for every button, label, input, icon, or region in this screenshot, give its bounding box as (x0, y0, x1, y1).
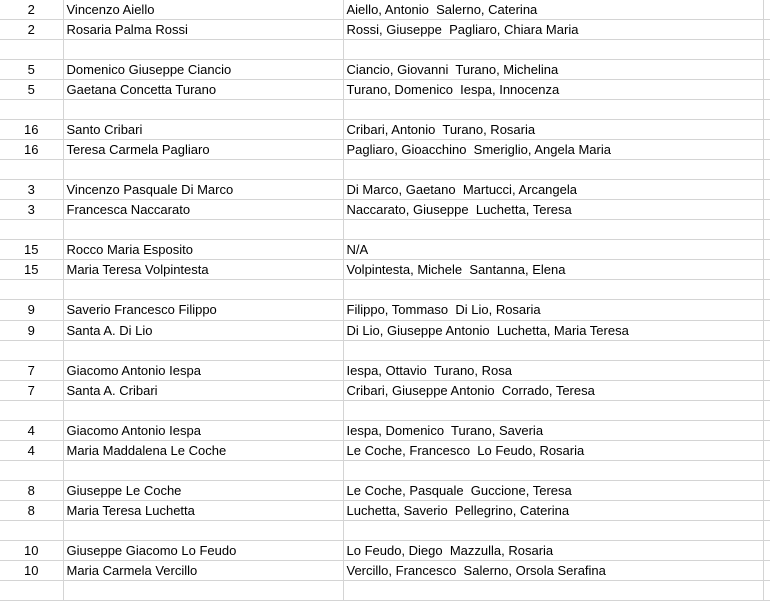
cell-parents[interactable]: Rossi, Giuseppe Pagliaro, Chiara Maria (343, 20, 763, 40)
table-row (0, 160, 770, 180)
cell-id[interactable]: 10 (0, 540, 63, 560)
cell-name[interactable]: Santa A. Cribari (63, 380, 343, 400)
cell-parents[interactable]: Di Marco, Gaetano Martucci, Arcangela (343, 180, 763, 200)
cell-empty[interactable] (763, 280, 770, 300)
cell-empty[interactable] (763, 520, 770, 540)
cell-id[interactable]: 5 (0, 80, 63, 100)
cell-id[interactable]: 2 (0, 0, 63, 20)
cell-parents[interactable]: Pagliaro, Gioacchino Smeriglio, Angela Maria (343, 140, 763, 160)
table-row (0, 220, 770, 240)
cell-id[interactable]: 16 (0, 140, 63, 160)
cell-parents[interactable]: Aiello, Antonio Salerno, Caterina (343, 0, 763, 20)
cell-empty[interactable] (763, 420, 770, 440)
cell-empty[interactable] (763, 580, 770, 600)
cell-empty[interactable] (763, 40, 770, 60)
table-row (0, 200, 770, 220)
cell-id[interactable] (0, 100, 63, 120)
cell-parents[interactable] (343, 220, 763, 240)
cell-empty[interactable] (763, 460, 770, 480)
cell-parents[interactable]: Ciancio, Giovanni Turano, Michelina (343, 60, 763, 80)
table-row (0, 140, 770, 160)
cell-id[interactable]: 8 (0, 480, 63, 500)
cell-empty[interactable] (763, 180, 770, 200)
cell-name[interactable]: Saverio Francesco Filippo (63, 300, 343, 320)
cell-name[interactable] (63, 100, 343, 120)
cell-id[interactable]: 4 (0, 420, 63, 440)
table-row (0, 300, 770, 320)
cell-parents[interactable]: Filippo, Tommaso Di Lio, Rosaria (343, 300, 763, 320)
cell-parents[interactable]: N/A (343, 240, 763, 260)
cell-id[interactable]: 15 (0, 260, 63, 280)
cell-parents[interactable] (343, 40, 763, 60)
table-row (0, 520, 770, 540)
cell-name[interactable]: Rocco Maria Esposito (63, 240, 343, 260)
cell-id[interactable] (0, 220, 63, 240)
table-row (0, 60, 770, 80)
cell-empty[interactable] (763, 140, 770, 160)
cell-empty[interactable] (763, 220, 770, 240)
cell-parents[interactable]: Le Coche, Francesco Lo Feudo, Rosaria (343, 440, 763, 460)
cell-name[interactable] (63, 220, 343, 240)
cell-name[interactable]: Santa A. Di Lio (63, 320, 343, 340)
cell-id[interactable] (0, 400, 63, 420)
cell-id[interactable] (0, 520, 63, 540)
cell-id[interactable]: 9 (0, 320, 63, 340)
cell-empty[interactable] (763, 500, 770, 520)
cell-empty[interactable] (763, 200, 770, 220)
cell-parents[interactable] (343, 280, 763, 300)
cell-empty[interactable] (763, 480, 770, 500)
table-row (0, 340, 770, 360)
cell-id[interactable] (0, 580, 63, 600)
cell-parents[interactable] (343, 160, 763, 180)
cell-name[interactable]: Santo Cribari (63, 120, 343, 140)
table-row (0, 420, 770, 440)
cell-id[interactable]: 7 (0, 360, 63, 380)
cell-empty[interactable] (763, 360, 770, 380)
cell-id[interactable]: 8 (0, 500, 63, 520)
cell-name[interactable]: Giacomo Antonio Iespa (63, 360, 343, 380)
table-row (0, 440, 770, 460)
cell-name[interactable] (63, 40, 343, 60)
cell-empty[interactable] (763, 300, 770, 320)
cell-parents[interactable]: Vercillo, Francesco Salerno, Orsola Serafina (343, 560, 763, 580)
cell-name[interactable] (63, 340, 343, 360)
cell-parents[interactable]: Luchetta, Saverio Pellegrino, Caterina (343, 500, 763, 520)
table-row (0, 460, 770, 480)
cell-parents[interactable]: Cribari, Giuseppe Antonio Corrado, Teresa (343, 380, 763, 400)
cell-id[interactable]: 5 (0, 60, 63, 80)
cell-parents[interactable] (343, 340, 763, 360)
cell-name[interactable]: Maria Carmela Vercillo (63, 560, 343, 580)
cell-name[interactable]: Vincenzo Pasquale Di Marco (63, 180, 343, 200)
table-row (0, 380, 770, 400)
cell-id[interactable]: 4 (0, 440, 63, 460)
cell-parents[interactable] (343, 100, 763, 120)
cell-parents[interactable]: Di Lio, Giuseppe Antonio Luchetta, Maria Teresa (343, 320, 763, 340)
cell-empty[interactable] (763, 60, 770, 80)
cell-parents[interactable]: Naccarato, Giuseppe Luchetta, Teresa (343, 200, 763, 220)
table-row (0, 320, 770, 340)
cell-empty[interactable] (763, 120, 770, 140)
cell-id[interactable] (0, 40, 63, 60)
table-row (0, 400, 770, 420)
table-row (0, 40, 770, 60)
cell-name[interactable] (63, 520, 343, 540)
cell-id[interactable]: 3 (0, 200, 63, 220)
cell-parents[interactable]: Iespa, Ottavio Turano, Rosa (343, 360, 763, 380)
cell-empty[interactable] (763, 440, 770, 460)
cell-id[interactable]: 16 (0, 120, 63, 140)
cell-id[interactable]: 3 (0, 180, 63, 200)
cell-name[interactable]: Gaetana Concetta Turano (63, 80, 343, 100)
cell-parents[interactable] (343, 520, 763, 540)
cell-id[interactable]: 10 (0, 560, 63, 580)
cell-parents[interactable] (343, 460, 763, 480)
cell-empty[interactable] (763, 320, 770, 340)
cell-name[interactable]: Teresa Carmela Pagliaro (63, 140, 343, 160)
table-row (0, 360, 770, 380)
cell-parents[interactable]: Iespa, Domenico Turano, Saveria (343, 420, 763, 440)
cell-empty[interactable] (763, 260, 770, 280)
table-row (0, 120, 770, 140)
cell-empty[interactable] (763, 380, 770, 400)
cell-name[interactable]: Domenico Giuseppe Ciancio (63, 60, 343, 80)
cell-parents[interactable]: Lo Feudo, Diego Mazzulla, Rosaria (343, 540, 763, 560)
cell-id[interactable]: 9 (0, 300, 63, 320)
cell-parents[interactable]: Cribari, Antonio Turano, Rosaria (343, 120, 763, 140)
cell-parents[interactable]: Volpintesta, Michele Santanna, Elena (343, 260, 763, 280)
table-row (0, 580, 770, 600)
cell-name[interactable]: Giacomo Antonio Iespa (63, 420, 343, 440)
table-row (0, 100, 770, 120)
cell-parents[interactable]: Turano, Domenico Iespa, Innocenza (343, 80, 763, 100)
table-row (0, 260, 770, 280)
cell-empty[interactable] (763, 340, 770, 360)
cell-id[interactable]: 7 (0, 380, 63, 400)
table-row (0, 560, 770, 580)
cell-empty[interactable] (763, 100, 770, 120)
cell-id[interactable] (0, 340, 63, 360)
cell-name[interactable] (63, 460, 343, 480)
cell-name[interactable]: Vincenzo Aiello (63, 0, 343, 20)
cell-name[interactable]: Maria Maddalena Le Coche (63, 440, 343, 460)
table-row (0, 20, 770, 40)
cell-name[interactable]: Giuseppe Giacomo Lo Feudo (63, 540, 343, 560)
cell-name[interactable]: Francesca Naccarato (63, 200, 343, 220)
cell-empty[interactable] (763, 240, 770, 260)
cell-id[interactable] (0, 460, 63, 480)
table-row (0, 80, 770, 100)
table-row (0, 500, 770, 520)
cell-id[interactable] (0, 160, 63, 180)
cell-empty[interactable] (763, 160, 770, 180)
cell-id[interactable] (0, 280, 63, 300)
cell-empty[interactable] (763, 80, 770, 100)
table-row (0, 540, 770, 560)
cell-name[interactable]: Giuseppe Le Coche (63, 480, 343, 500)
cell-name[interactable]: Rosaria Palma Rossi (63, 20, 343, 40)
cell-name[interactable]: Maria Teresa Volpintesta (63, 260, 343, 280)
cell-empty[interactable] (763, 540, 770, 560)
cell-empty[interactable] (763, 20, 770, 40)
cell-parents[interactable] (343, 580, 763, 600)
table-row (0, 0, 770, 20)
cell-name[interactable] (63, 280, 343, 300)
cell-name[interactable] (63, 580, 343, 600)
cell-empty[interactable] (763, 400, 770, 420)
cell-name[interactable] (63, 400, 343, 420)
cell-empty[interactable] (763, 0, 770, 20)
cell-id[interactable]: 2 (0, 20, 63, 40)
table-row (0, 180, 770, 200)
table-row (0, 240, 770, 260)
cell-parents[interactable] (343, 400, 763, 420)
table-row (0, 480, 770, 500)
table-row (0, 280, 770, 300)
cell-empty[interactable] (763, 560, 770, 580)
cell-id[interactable]: 15 (0, 240, 63, 260)
cell-parents[interactable]: Le Coche, Pasquale Guccione, Teresa (343, 480, 763, 500)
cell-name[interactable]: Maria Teresa Luchetta (63, 500, 343, 520)
cell-name[interactable] (63, 160, 343, 180)
